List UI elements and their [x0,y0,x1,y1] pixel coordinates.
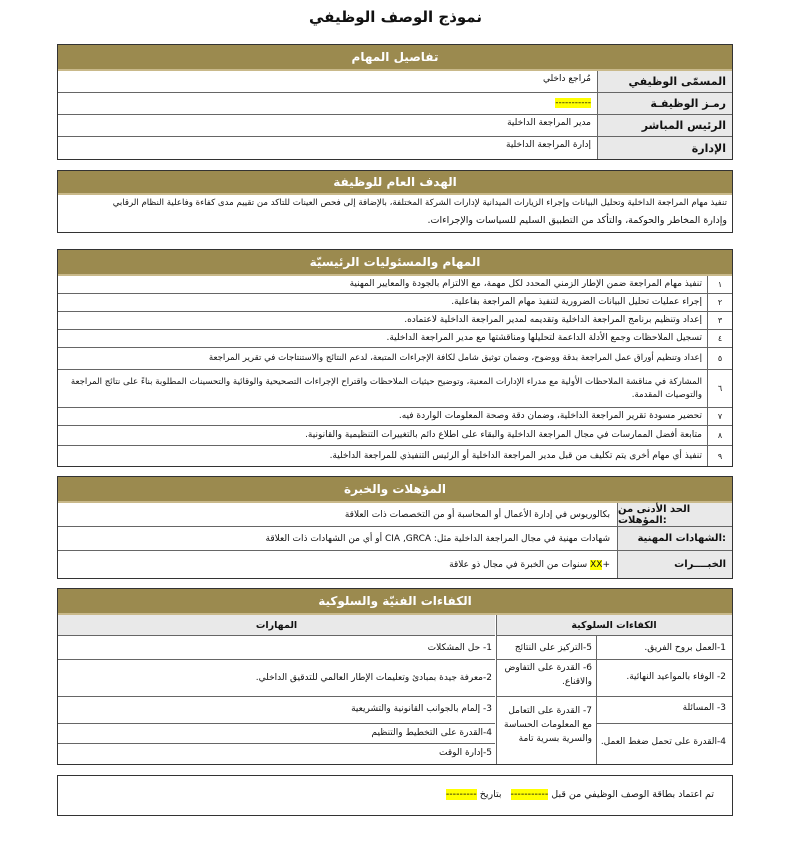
behavioral-item: 3- المسائلة [682,703,726,713]
detail-label: رمـز الوظيفـة [597,93,732,114]
task-number: ٥ [707,348,732,369]
approval-date-placeholder: --------- [445,789,477,800]
behavioral-item: 4-القدرة على تحمل ضغط العمل. [600,737,726,747]
approval-text: تم اعتماد بطاقة الوصف الوظيفي من قبل [551,789,714,800]
behavioral-item: 5-التركيز على النتائج [514,643,592,653]
detail-row-code [58,93,732,115]
detail-label: الإدارة [597,137,732,159]
tasks-header: المهام والمسئوليات الرئيسيّة [58,250,732,276]
task-row [58,408,732,426]
task-number: ٩ [707,446,732,466]
details-header: تفاصيل المهام [58,45,732,71]
detail-row-title [58,71,732,93]
task-text: إجراء عمليات تحليل البيانات الضرورية لتنفيذ مهام المراجعة بفاعلية. [451,297,702,307]
page-title: نموذج الوصف الوظيفي [309,8,482,26]
task-number: ١ [707,276,732,293]
task-row [58,446,732,466]
approval-section [57,775,733,816]
task-text: تنفيذ أي مهام أخرى يتم تكليف من قبل مدير المراجعة الداخلية أو الرئيس التنفيذي للمراجعة الداخلية. [329,450,702,461]
behavioral-item: 1-العمل بروح الفريق. [644,643,726,653]
purpose-header: الهدف العام للوظيفة [58,171,732,195]
task-row [58,348,732,370]
purpose-line-1: تنفيذ مهام المراجعة الداخلية وتحليل البيانات وإجراء الزيارات الميدانية لإدارات الشركة المختلفة، بالإضافة إلى فحص العينات للتأكد من تقييم مدى كفاءة وفاعلية النظام الرقابي [112,198,727,208]
task-text: إعداد وتنظيم برنامج المراجعة الداخلية وتقديمه لمدير المراجعة الداخلية لاعتماده. [404,315,702,325]
task-number: ٦ [707,370,732,407]
task-row [58,294,732,312]
details-section [57,44,733,160]
detail-label: الرئيس المباشر [597,115,732,136]
detail-row-manager [58,115,732,137]
skill-item: 3- إلمام بالجوانب القانونية والتشريعية [351,704,492,714]
skill-item: 4-القدرة على التخطيط والتنظيم [371,728,492,738]
experience-text: سنوات من الخبرة في مجال ذو علاقة [449,559,588,570]
tasks-section [57,249,733,467]
task-number: ٣ [707,312,732,329]
task-text: تسجيل الملاحظات وجمع الأدلة الداعمة لتحليلها ومناقشتها مع مدير المراجعة الداخلية. [386,333,702,343]
approved-by-placeholder: ----------- [510,789,549,800]
qual-row [58,503,732,527]
qual-value [62,551,610,578]
skill-item: 1- حل المشكلات [427,643,492,653]
task-text: إعداد وتنظيم أوراق عمل المراجعة بدقة ووضوح، وضمان توثيق شامل لكافة الإجراءات المتبعة، لدعم النتائج والاستنتاجات في تقرير المراجعة [208,353,702,363]
detail-value: إدارة المراجعة الداخلية [506,140,591,150]
experience-years-placeholder: XX [590,559,603,570]
qual-row [58,551,732,578]
qualifications-section [57,476,733,579]
competencies-header: الكفاءات الفنيّة والسلوكية [58,589,732,615]
date-label: بتاريخ [479,789,502,800]
skills-header: المهارات [58,615,495,636]
task-number: ٧ [707,408,732,425]
task-row [58,312,732,330]
task-number: ٨ [707,426,732,445]
qual-label: الخبــــرات [617,551,732,578]
qual-value: شهادات مهنية في مجال المراجعة الداخلية مثل: CIA ,GRCA أو أي من الشهادات ذات العلاقة [265,533,610,544]
behavioral-item: 2- الوفاء بالمواعيد النهائية. [626,672,726,682]
qual-row [58,527,732,551]
task-row [58,276,732,294]
qual-value: بكالوريوس في إدارة الأعمال أو المحاسبة أو من التخصصات ذات العلاقة [344,509,610,520]
task-row [58,426,732,446]
task-text: المشاركة في مناقشة الملاحظات الأولية مع مدراء الإدارات المعنية، وتوضيح حيثيات الملاحظات واقتراح الإجراءات التصحيحية والوقائية والتحسينات المطلوبة بناءً على نتائج المراجعة والتوصيات المقدمة. [70,376,702,400]
approval-line [446,789,714,800]
task-number: ٤ [707,330,732,347]
detail-value: مدير المراجعة الداخلية [507,118,591,128]
behavioral-item: 7- القدرة على التعامل مع المعلومات الحساسة والسرية بسرية تامة [504,706,592,744]
task-text: متابعة أفضل الممارسات في مجال المراجعة الداخلية والبقاء على اطلاع دائم بالتغييرات التنظيمية والقانونية. [305,430,702,440]
task-text: تنفيذ مهام المراجعة ضمن الإطار الزمني المحدد لكل مهمة، مع الالتزام بالجودة والمعايير المهنية [349,279,702,289]
detail-row-department [58,137,732,159]
task-row [58,330,732,348]
detail-value: مُراجع داخلي [542,74,591,84]
behavioral-item: 6- القدرة على التفاوض والاقناع. [504,663,592,687]
skill-item: 5-إدارة الوقت [439,748,492,758]
task-row [58,370,732,408]
qual-label: الشهادات المهنية: [617,527,732,550]
task-number: ٢ [707,294,732,311]
job-code-placeholder: ----------- [555,98,591,108]
detail-label: المسمّى الوظيفي [597,71,732,92]
competencies-section [57,588,733,765]
purpose-section [57,170,733,233]
skill-item: 2-معرفة جيدة بمبادئ وتعليمات الإطار العالمي للتدقيق الداخلي. [255,673,492,683]
task-text: تحضير مسودة تقرير المراجعة الداخلية، وضمان دقة وصحة المعلومات الواردة فيه. [398,411,702,421]
behavioral-header: الكفاءات السلوكية [496,615,732,636]
experience-plus: + [602,559,610,570]
qual-label: الحد الأدنى من المؤهلات: [617,503,732,526]
purpose-line-2: وإدارة المخاطر والحوكمة، والتأكد من التطبيق السليم للسياسات والإجراءات. [427,215,727,226]
qualifications-header: المؤهلات والخبرة [58,477,732,503]
